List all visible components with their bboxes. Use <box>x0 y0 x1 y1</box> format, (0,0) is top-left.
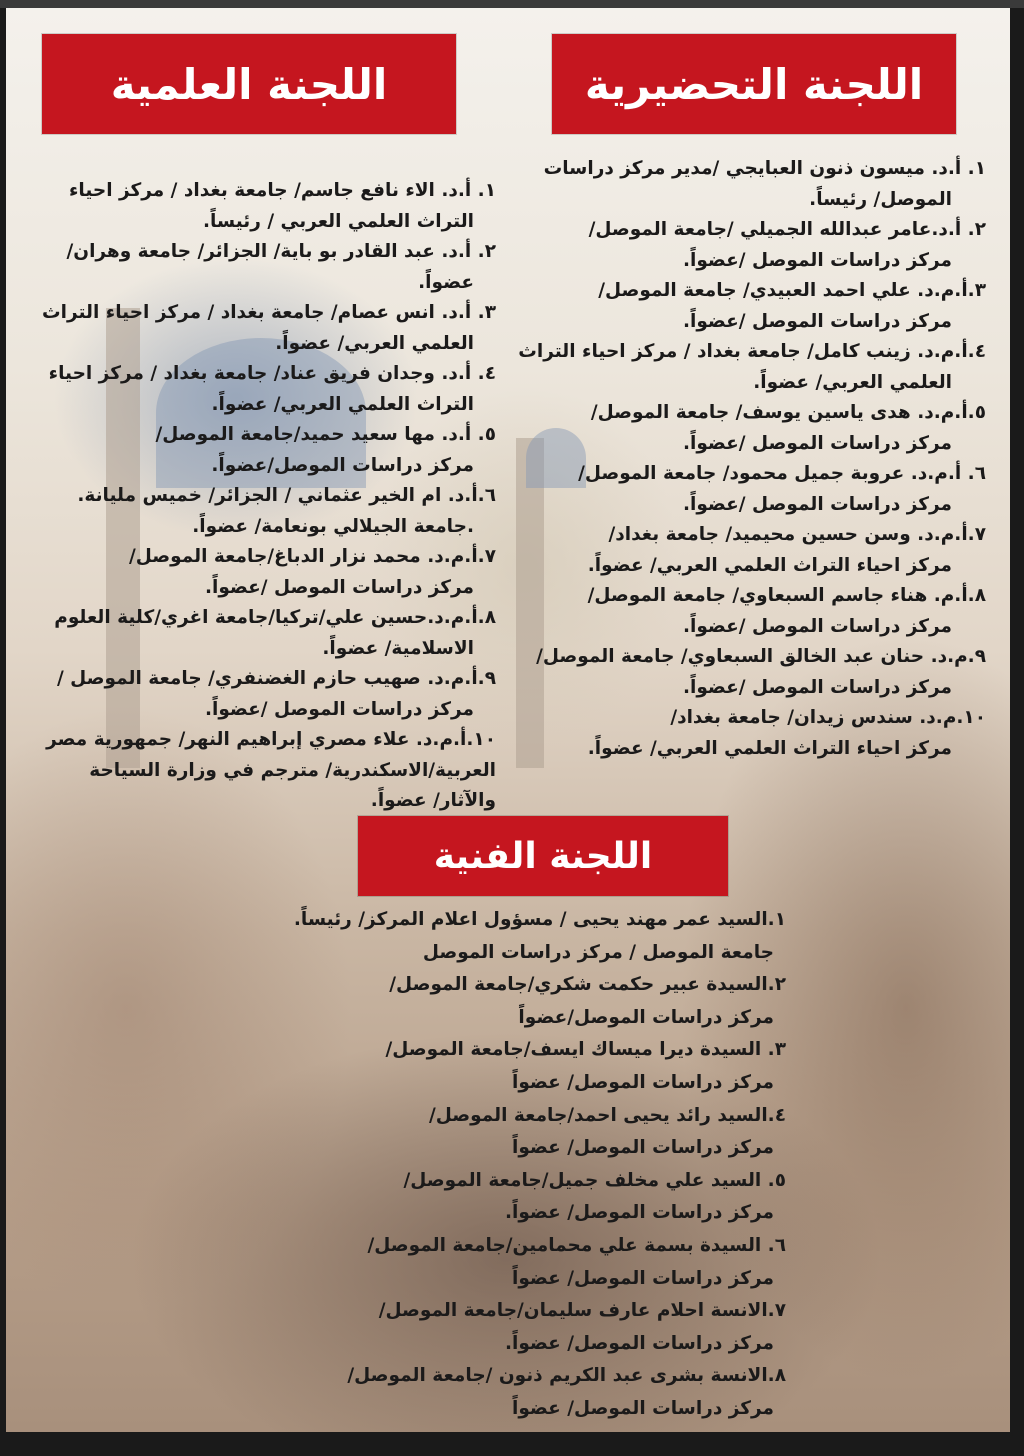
member-line: ٥. السيد علي مخلف جميل/جامعة الموصل/ <box>403 1169 786 1191</box>
member-line: التراث العلمي العربي/ عضواً. <box>211 393 474 415</box>
poster <box>6 8 1010 1432</box>
technical-members-list <box>293 904 786 1426</box>
member-line: ٤.أ.م.د. زينب كامل/ جامعة بغداد / مركز احياء التراث <box>518 341 986 362</box>
member-line: ٢. أ.د.عامر عبدالله الجميلي /جامعة الموصل/ <box>588 219 986 240</box>
member-line: ٨.أ.م. هناء جاسم السبعاوي/ جامعة الموصل/ <box>587 585 986 606</box>
member-line: العربية/الاسكندرية/ مترجم في وزارة السياحة <box>89 759 496 781</box>
member-line: والآثار/ عضواً. <box>370 790 496 811</box>
member-line: ١٠.م.د. سندس زيدان/ جامعة بغداد/ <box>670 707 986 728</box>
member-line: مركز دراسات الموصل /عضواً. <box>204 576 474 598</box>
member-line: مركز دراسات الموصل/ عضواً <box>511 1071 774 1093</box>
member-line: مركز دراسات الموصل /عضواً. <box>682 493 952 515</box>
member-line: ٨.الانسة بشرى عبد الكريم ذنون /جامعة الموصل/ <box>347 1365 786 1387</box>
preparatory-members-list <box>518 154 986 764</box>
member-line: مركز احياء التراث العلمي العربي/ عضواً. <box>587 554 952 576</box>
member-line: ٢. أ.د. عبد القادر بو باية/ الجزائر/ جامعة وهران/ <box>66 241 496 262</box>
member-line: ٦.أ.د. ام الخير عثماني / الجزائر/ خميس مليانة. <box>77 485 496 506</box>
member-line: مركز دراسات الموصل/ عضواً <box>511 1397 774 1419</box>
member-line: ٣. السيدة ديرا ميساك ايسف/جامعة الموصل/ <box>385 1039 786 1061</box>
member-line: ٥.أ.م.د. هدى ياسين يوسف/ جامعة الموصل/ <box>590 402 986 423</box>
member-line: ٦. السيدة بسمة علي محمامين/جامعة الموصل/ <box>367 1234 786 1256</box>
member-line: .جامعة الجيلالي بونعامة/ عضواً. <box>192 515 474 537</box>
member-line: مركز دراسات الموصل/ عضواً <box>511 1267 774 1289</box>
member-line: مركز احياء التراث العلمي العربي/ عضواً. <box>587 737 952 759</box>
member-line: ٢.السيدة عبير حكمت شكري/جامعة الموصل/ <box>389 974 786 996</box>
member-line: ٤.السيد رائد يحيى احمد/جامعة الموصل/ <box>429 1104 786 1126</box>
member-line: ٤. أ.د. وجدان فريق عناد/ جامعة بغداد / مركز احياء <box>48 363 496 384</box>
member-line: ٩.أ.م.د. صهيب حازم الغضنفري/ جامعة الموصل / <box>56 668 496 689</box>
member-line: ٣. أ.د. انس عصام/ جامعة بغداد / مركز احياء التراث <box>42 302 496 323</box>
member-line: العلمي العربي/ عضواً. <box>275 332 474 354</box>
member-line: العلمي العربي/ عضواً. <box>753 371 952 393</box>
member-line: مركز دراسات الموصل /عضواً. <box>682 310 952 332</box>
member-line: مركز دراسات الموصل /عضواً. <box>682 676 952 698</box>
member-line: ١. أ.د. الاء نافع جاسم/ جامعة بغداد / مركز احياء <box>68 180 496 201</box>
member-line: مركز دراسات الموصل/ عضواً <box>511 1137 774 1159</box>
member-line: جامعة الموصل / مركز دراسات الموصل <box>422 941 774 963</box>
member-line: مركز دراسات الموصل/ عضواً. <box>504 1332 774 1354</box>
member-line: ٣.أ.م.د. علي احمد العبيدي/ جامعة الموصل/ <box>598 280 986 301</box>
member-line: الموصل/ رئيساً. <box>809 188 952 210</box>
scientific-members-list <box>36 176 496 817</box>
member-line: مركز دراسات الموصل /عضواً. <box>204 698 474 720</box>
title-technical-text: اللجنة الفنية <box>433 835 653 877</box>
title-technical-committee <box>358 816 728 896</box>
title-scientific-text: اللجنة العلمية <box>110 59 388 109</box>
member-line: مركز دراسات الموصل /عضواً. <box>682 432 952 454</box>
member-line: ٧.أ.م.د. وسن حسين محيميد/ جامعة بغداد/ <box>608 524 986 545</box>
member-line: ١٠.أ.م.د. علاء مصري إبراهيم النهر/ جمهورية مصر <box>46 729 496 750</box>
member-line: ٨.أ.م.د.حسين علي/تركيا/جامعة اغري/كلية العلوم <box>54 607 496 628</box>
member-line: مركز دراسات الموصل/عضواً <box>518 1006 774 1028</box>
member-line: ٧.الانسة احلام عارف سليمان/جامعة الموصل/ <box>378 1300 786 1322</box>
member-line: ٥. أ.د. مها سعيد حميد/جامعة الموصل/ <box>155 424 496 445</box>
member-line: عضواً. <box>418 271 474 293</box>
member-line: ٦. أ.م.د. عروبة جميل محمود/ جامعة الموصل/ <box>578 463 986 484</box>
member-line: مركز دراسات الموصل /عضواً. <box>682 249 952 271</box>
member-line: التراث العلمي العربي / رئيساً. <box>202 210 474 232</box>
member-line: مركز دراسات الموصل /عضواً. <box>682 615 952 637</box>
title-scientific-committee <box>42 34 456 134</box>
member-line: ٩.م.د. حنان عبد الخالق السبعاوي/ جامعة الموصل/ <box>536 646 986 667</box>
member-line: الاسلامية/ عضواً. <box>322 637 474 659</box>
top-strip <box>0 0 1024 8</box>
member-line: مركز دراسات الموصل/ عضواً. <box>504 1202 774 1224</box>
member-line: ١.السيد عمر مهند يحيى / مسؤول اعلام المركز/ رئيساً. <box>293 909 786 930</box>
member-line: ١. أ.د. ميسون ذنون العبايجي /مدير مركز دراسات <box>543 158 986 179</box>
member-line: ٧.أ.م.د. محمد نزار الدباغ/جامعة الموصل/ <box>129 546 496 567</box>
title-preparatory-text: اللجنة التحضيرية <box>584 59 924 109</box>
member-line: مركز دراسات الموصل/عضواً. <box>211 454 474 476</box>
title-preparatory-committee <box>552 34 956 134</box>
